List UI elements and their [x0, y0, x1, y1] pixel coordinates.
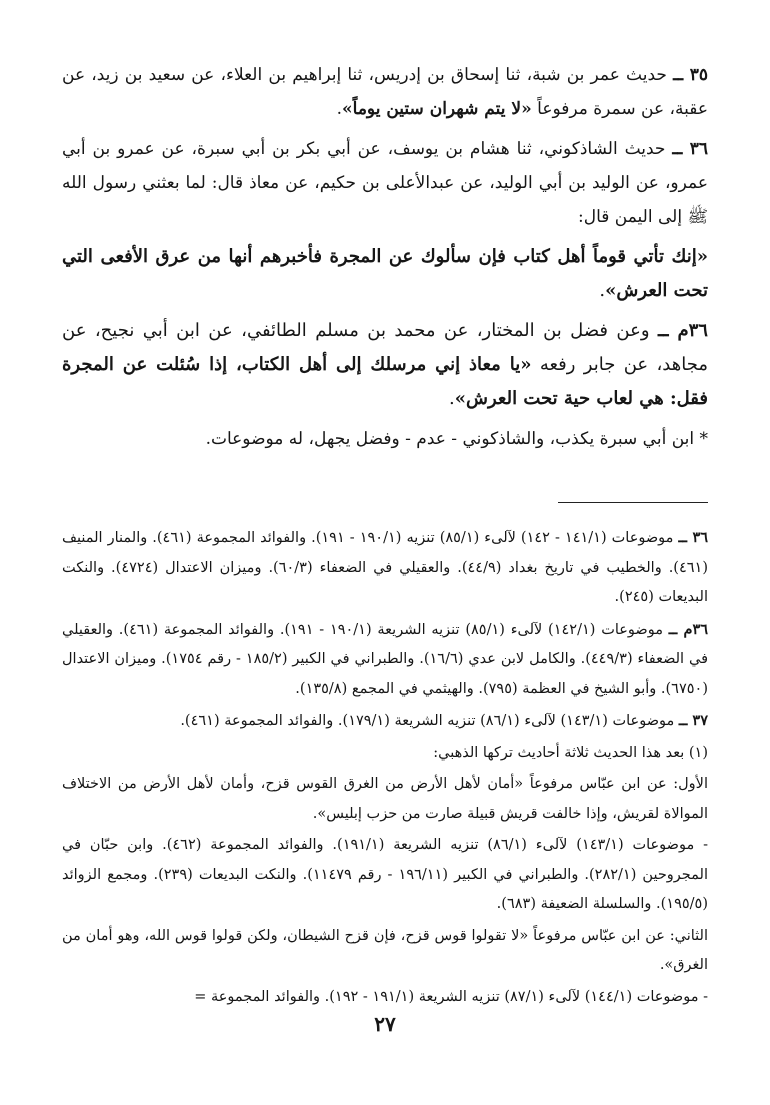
- hadith-end: .: [599, 280, 606, 301]
- footnote-second-refs: - موضوعات (١٤٤/١) لآلىء (٨٧/١) تنزيه الشريعة (١٩١/١ - ١٩٢). والفوائد المجموعة =: [194, 988, 708, 1005]
- main-text: [62, 58, 708, 456]
- footnote-37: [62, 706, 708, 737]
- footnote-36m: [62, 615, 708, 705]
- hadith-36m: [62, 314, 708, 416]
- hadith-matn: «إنك تأتي قوماً أهل كتاب فإن سألوك عن المجرة فأخبرهم أنها من عرق الأفعى التي تحت العرش»: [62, 246, 708, 301]
- footnote-first-hadith: الأول: عن ابن عبّاس مرفوعاً «أمان لأهل الأرض من الغرق القوس قزح، وأمان لأهل الأرض من الاختلاف الموالاة لقريش، وإذا خالفت قريش قبيلة صارت من حزب إبليس».: [62, 776, 708, 822]
- hadith-end: .: [449, 388, 455, 409]
- footnote-text: موضوعات (١٤٣/١) لآلىء (٨٦/١) تنزيه الشريعة (١٧٩/١). والفوائد المجموعة (٤٦١).: [180, 713, 675, 729]
- footnote-36: [62, 523, 708, 613]
- hadith-isnad: حديث عمر بن شبة، ثنا إسحاق بن إدريس، ثنا إبراهيم بن العلاء، عن سعيد بن زيد، عن عقبة، عن سمرة مرفوعاً: [62, 65, 708, 119]
- footnote-separator: [558, 502, 708, 503]
- hadith-number: ٣٥ ــ: [673, 65, 708, 85]
- footnote-text: موضوعات (١٤٢/١) لآلىء (٨٥/١) تنزيه الشريعة (١٩٠/١ - ١٩١). والفوائد المجموعة (٤٦١). والعقيلي في الضعفاء (٤٤٩/٣). والكامل لابن عدي (١٦/٦). والطبراني في الكبير (١٨٥/٢ - رقم ١٧٥٤). وميزان الاعتدال (٦٧٥٠). وأبو الشيخ في العظمة (٧٩٥). والهيثمي في المجمع (١٣٥/٨).: [62, 621, 709, 697]
- footnote-first-refs: - موضوعات (١٤٣/١) لآلىء (٨٦/١) تنزيه الشريعة (١٩١/١). والفوائد المجموعة (٤٦٢). وابن حبّان في المجروحين (٢٨٢/١). والطبراني في الكبير (١٩٦/١١ - رقم ١١٤٧٩). والنكت البديعات (٢٣٩). ومجمع الزوائد (١٩٥/٥). والسلسلة الضعيفة (٦٨٣).: [62, 837, 709, 912]
- hadith-end: .: [336, 99, 343, 119]
- footnote-note-1: (١) بعد هذا الحديث ثلاثة أحاديث تركها الذهبي:: [433, 744, 708, 761]
- footnote-number: ٣٧ ــ: [678, 712, 708, 729]
- hadith-number: ٣٦م ــ: [657, 320, 708, 341]
- footnotes: [62, 523, 708, 1012]
- footnote-number: ٣٦ ــ: [678, 529, 709, 546]
- hadith-number: ٣٦ ــ: [672, 139, 709, 159]
- footnote-second-hadith: الثاني: عن ابن عبّاس مرفوعاً «لا تقولوا قوس قزح، فإن قزح الشيطان، ولكن قولوا قوس الله، وهو أمان من الغرق».: [62, 927, 708, 973]
- hadith-36-matn: [62, 240, 708, 308]
- page-number: ٢٧: [374, 1012, 396, 1036]
- hadith-36: [62, 132, 708, 234]
- hadith-matn: «لا يتم شهران ستين يوماً»: [342, 99, 532, 119]
- hadith-isnad: حديث الشاذكوني، ثنا هشام بن يوسف، عن أبي بكر بن أبي سبرة، عن عمرو بن أبي عمرو، عن الوليد بن أبي الوليد، عن عبدالأعلى بن حكيم، عن معاذ قال: لما بعثني رسول الله ﷺ إلى اليمن قال:: [62, 139, 708, 227]
- footnote-number: ٣٦م ــ: [668, 620, 709, 638]
- hadith-35: [62, 58, 708, 126]
- hadith-matn: «يا معاذ إني مرسلك إلى أهل الكتاب، إذا سُئلت عن المجرة فقل: هي لعاب حية تحت العرش»: [62, 354, 708, 409]
- editor-note: * ابن أبي سبرة يكذب، والشاذكوني - عدم - وفضل يجهل، له موضوعات.: [205, 429, 708, 449]
- hadith-isnad: وعن فضل بن المختار، عن محمد بن مسلم الطائفي، عن ابن أبي نجيح، عن مجاهد، عن جابر رفعه: [62, 320, 708, 375]
- footnote-text: موضوعات (١٤١/١ - ١٤٢) لآلىء (٨٥/١) تنزيه (١٩٠/١ - ١٩١). والفوائد المجموعة (٤٦١). والمنار المنيف (٤٦١). والخطيب في تاريخ بغداد (٤٤/٩). والعقيلي في الضعفاء (٦٠/٣). وميزان الاعتدال (٤٧٢٤). والنكت البديعات (٢٤٥).: [62, 530, 709, 605]
